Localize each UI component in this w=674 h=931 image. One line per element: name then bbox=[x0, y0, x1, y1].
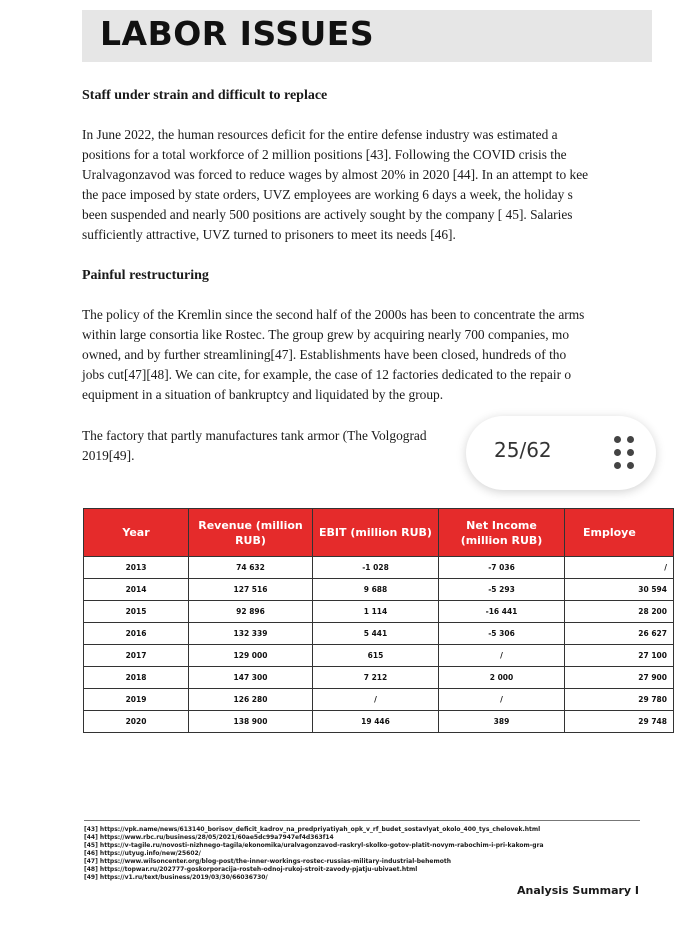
table-cell: 2014 bbox=[84, 579, 189, 601]
table-cell: / bbox=[313, 689, 439, 711]
table-cell: 30 594 bbox=[565, 579, 674, 601]
paragraph-line: The factory that partly manufactures tank armor (The Volgograd bbox=[82, 428, 427, 443]
table-cell: 2013 bbox=[84, 557, 189, 579]
table-cell: 132 339 bbox=[189, 623, 313, 645]
paragraph-line: within large consortia like Rostec. The group grew by acquiring nearly 700 companies, mo bbox=[82, 327, 570, 342]
table-cell: 615 bbox=[313, 645, 439, 667]
paragraph-line: the pace imposed by state orders, UVZ employees are working 6 days a week, the holiday s bbox=[82, 187, 573, 202]
table-row bbox=[84, 667, 674, 689]
table-cell: 2016 bbox=[84, 623, 189, 645]
page-indicator bbox=[466, 416, 656, 490]
table-cell: 2015 bbox=[84, 601, 189, 623]
table-cell: 147 300 bbox=[189, 667, 313, 689]
column-header: Employe bbox=[565, 509, 674, 557]
paragraph-restructuring bbox=[82, 305, 642, 405]
table-cell: 389 bbox=[439, 711, 565, 733]
paragraph-line: been suspended and nearly 500 positions are actively sought by the company [ 45]. Salaries bbox=[82, 207, 573, 222]
table-row bbox=[84, 711, 674, 733]
paragraph-line: Uralvagonzavod was forced to reduce wages by almost 20% in 2020 [44]. In an attempt to kee bbox=[82, 167, 589, 182]
table-cell: 2017 bbox=[84, 645, 189, 667]
table-cell: / bbox=[565, 557, 674, 579]
table-cell: 2019 bbox=[84, 689, 189, 711]
financial-table bbox=[83, 508, 674, 733]
footnote-link[interactable]: [46] https://utyug.info/new/25602/ bbox=[84, 850, 201, 857]
table-row bbox=[84, 623, 674, 645]
column-header: Revenue (million RUB) bbox=[189, 509, 313, 557]
table-cell: 28 200 bbox=[565, 601, 674, 623]
page-counter: 25/62 bbox=[494, 438, 552, 462]
table-row bbox=[84, 689, 674, 711]
footnotes bbox=[84, 826, 640, 882]
table-cell: 1 114 bbox=[313, 601, 439, 623]
table-cell: -5 293 bbox=[439, 579, 565, 601]
table-row bbox=[84, 579, 674, 601]
paragraph-line: sufficiently attractive, UVZ turned to prisoners to meet its needs [46]. bbox=[82, 227, 456, 242]
table-cell: 27 900 bbox=[565, 667, 674, 689]
table-cell: 5 441 bbox=[313, 623, 439, 645]
table-cell: 2020 bbox=[84, 711, 189, 733]
table-cell: -7 036 bbox=[439, 557, 565, 579]
table-cell: 29 748 bbox=[565, 711, 674, 733]
table-cell: 126 280 bbox=[189, 689, 313, 711]
paragraph-line: owned, and by further streamlining[47]. Establishments have been closed, hundreds of tho bbox=[82, 347, 567, 362]
table-cell: 9 688 bbox=[313, 579, 439, 601]
table-cell: 138 900 bbox=[189, 711, 313, 733]
table-cell: 2018 bbox=[84, 667, 189, 689]
table-cell: 7 212 bbox=[313, 667, 439, 689]
footnote-link[interactable]: [48] https://topwar.ru/202777-goskorporacija-rosteh-odnoj-rukoj-stroit-zavody-pjatju-ubivaet.html bbox=[84, 866, 418, 873]
table-cell: 29 780 bbox=[565, 689, 674, 711]
column-header: EBIT (million RUB) bbox=[313, 509, 439, 557]
paragraph-line: positions for a total workforce of 2 million positions [43]. Following the COVID crisis the bbox=[82, 147, 567, 162]
footnote-link[interactable]: [43] https://vpk.name/news/613140_borisov_deficit_kadrov_na_predpriyatiyah_opk_v_rf_budet_sostavlyat_okolo_400_tys_chelovek.html bbox=[84, 826, 541, 833]
table-cell: -1 028 bbox=[313, 557, 439, 579]
footnote-link[interactable]: [47] https://www.wilsoncenter.org/blog-post/the-inner-workings-rostec-russias-military-industrial-behemoth bbox=[84, 858, 451, 865]
section-heading-restructuring: Painful restructuring bbox=[82, 268, 209, 283]
footer-label: Analysis Summary I bbox=[517, 884, 640, 897]
paragraph-line: jobs cut[47][48]. We can cite, for example, the case of 12 factories dedicated to the repair o bbox=[82, 367, 572, 382]
more-dots-icon[interactable] bbox=[614, 436, 636, 470]
paragraph-line: 2019[49]. bbox=[82, 448, 135, 463]
paragraph-staff bbox=[82, 125, 642, 245]
paragraph-line: In June 2022, the human resources deficit for the entire defense industry was estimated a bbox=[82, 127, 558, 142]
table-cell: / bbox=[439, 645, 565, 667]
table-cell: 26 627 bbox=[565, 623, 674, 645]
table-cell: 19 446 bbox=[313, 711, 439, 733]
table-cell: 74 632 bbox=[189, 557, 313, 579]
table-cell: 27 100 bbox=[565, 645, 674, 667]
section-heading-staff: Staff under strain and difficult to replace bbox=[82, 88, 328, 103]
financial-table-wrapper bbox=[83, 508, 667, 733]
table-cell: / bbox=[439, 689, 565, 711]
table-row bbox=[84, 557, 674, 579]
table-cell: -16 441 bbox=[439, 601, 565, 623]
table-header-row bbox=[84, 509, 674, 557]
footnote-divider bbox=[84, 820, 640, 821]
table-row bbox=[84, 645, 674, 667]
footnote-link[interactable]: [44] https://www.rbc.ru/business/28/05/2021/60ae5dc99a7947ef4d363f14 bbox=[84, 834, 334, 841]
paragraph-line: equipment in a situation of bankruptcy and liquidated by the group. bbox=[82, 387, 444, 402]
footnote-link[interactable]: [45] https://v-tagile.ru/novosti-nizhnego-tagila/ekonomika/uralvagonzavod-raskryl-skolko-gotov-platit-novym-rabochim-i-pri-kakom-gra bbox=[84, 842, 544, 849]
paragraph-line: The policy of the Kremlin since the second half of the 2000s has been to concentrate the arms bbox=[82, 307, 585, 322]
table-row bbox=[84, 601, 674, 623]
table-cell: -5 306 bbox=[439, 623, 565, 645]
column-header: Net Income (million RUB) bbox=[439, 509, 565, 557]
footnote-link[interactable]: [49] https://v1.ru/text/business/2019/03/30/66036730/ bbox=[84, 874, 268, 881]
table-cell: 92 896 bbox=[189, 601, 313, 623]
table-cell: 127 516 bbox=[189, 579, 313, 601]
table-cell: 2 000 bbox=[439, 667, 565, 689]
table-cell: 129 000 bbox=[189, 645, 313, 667]
page-title: LABOR ISSUES bbox=[100, 14, 375, 53]
column-header: Year bbox=[84, 509, 189, 557]
